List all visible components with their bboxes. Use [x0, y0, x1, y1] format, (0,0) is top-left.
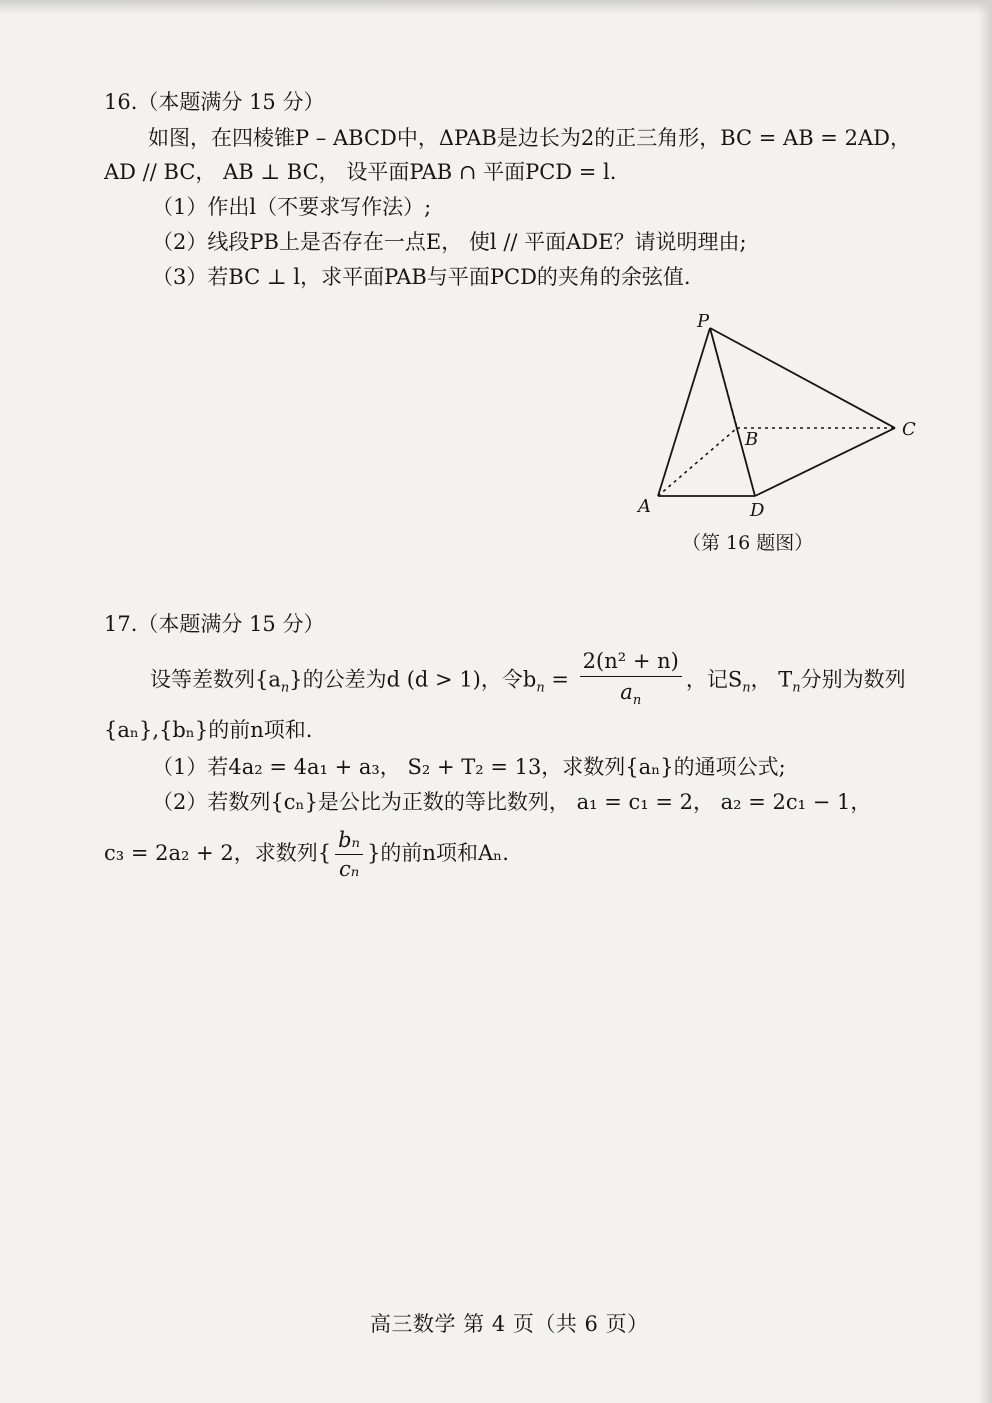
- q17-line2: {aₙ},{bₙ}的前n项和.: [104, 718, 313, 742]
- edge-DC: [755, 428, 895, 496]
- q17-frac-den-sub: n: [632, 693, 642, 708]
- label-B: B: [745, 429, 759, 450]
- q17-intro-eq: =: [544, 667, 576, 692]
- label-D: D: [750, 500, 765, 521]
- q17-intro-c: ，记S: [685, 667, 743, 692]
- label-P: P: [697, 311, 710, 332]
- scan-top-shadow: [0, 0, 992, 14]
- q17-part2: （2）若数列{cₙ}是公比为正数的等比数列， a₁ = c₁ = 2， a₂ = 2c₁ − 1，: [152, 790, 872, 814]
- q17-part2b-num: bₙ: [335, 828, 363, 855]
- q17-frac-den: a: [620, 680, 633, 704]
- scan-right-shadow: [978, 0, 992, 1403]
- q17-intro-b-sub: n: [536, 680, 545, 696]
- q17-header: 17.（本题满分 15 分）: [104, 612, 325, 636]
- q17-intro-d: ， T: [750, 667, 793, 692]
- q17-intro: [150, 648, 906, 714]
- q17-fraction: [580, 648, 682, 714]
- q17-part2b-post: }的前n项和Aₙ.: [367, 841, 509, 865]
- edge-PC: [710, 328, 895, 428]
- q17-part2-line2: [104, 828, 509, 881]
- q17-part2b-den: cₙ: [338, 857, 360, 881]
- q16-pyramid-figure: [620, 300, 930, 530]
- q17-intro-e: 分别为数列: [800, 667, 906, 692]
- q17-part2b-fraction: [335, 828, 363, 881]
- page-footer: 高三数学 第 4 页（共 6 页）: [370, 1312, 649, 1336]
- q17-frac-num: 2(n² + n): [580, 648, 682, 677]
- q16-part1: （1）作出l（不要求写作法）;: [152, 195, 432, 219]
- edge-AB-hidden: [658, 428, 737, 496]
- q16-intro-line2: AD // BC， AB ⊥ BC， 设平面PAB ∩ 平面PCD = l.: [104, 160, 617, 184]
- q17-part2b-pre: c₃ = 2a₂ + 2，求数列{: [104, 841, 332, 865]
- q17-intro-c-sub: n: [742, 680, 751, 696]
- q16-intro-line1: 如图，在四棱锥P – ABCD中，ΔPAB是边长为2的正三角形，BC = AB = 2AD，: [148, 126, 911, 150]
- q16-figure-caption: （第 16 题图）: [682, 532, 814, 554]
- q16-part3: （3）若BC ⊥ l，求平面PAB与平面PCD的夹角的余弦值.: [152, 265, 691, 289]
- q17-intro-a-sub: n: [280, 680, 290, 696]
- q16-part2: （2）线段PB上是否存在一点E， 使l // 平面ADE？请说明理由;: [152, 230, 747, 254]
- q17-intro-d-sub: n: [792, 680, 801, 696]
- label-C: C: [902, 419, 916, 440]
- q17-intro-b: }的公差为d (d > 1)，令b: [289, 667, 537, 692]
- q17-intro-a: 设等差数列{a: [150, 667, 281, 692]
- q17-part1: （1）若4a₂ = 4a₁ + a₃， S₂ + T₂ = 13，求数列{aₙ}的通项公式;: [152, 755, 786, 779]
- edge-PA: [658, 328, 710, 496]
- label-A: A: [638, 496, 651, 517]
- q16-header: 16.（本题满分 15 分）: [104, 90, 325, 114]
